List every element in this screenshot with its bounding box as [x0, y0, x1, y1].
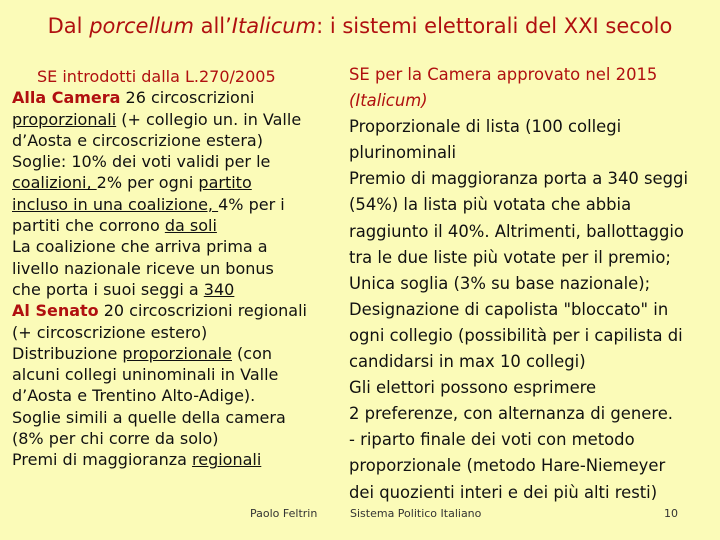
left-column — [12, 66, 334, 471]
left-heading: SE introdotti dalla L.270/2005 — [37, 67, 276, 86]
text: proporzionale — [122, 343, 232, 363]
text: regionali — [192, 450, 262, 470]
right-heading: SE per la Camera approvato nel 2015 — [349, 65, 658, 84]
text: partito — [198, 173, 252, 193]
left-line — [12, 172, 334, 193]
right-line: (54%) la lista più votata che abbia — [349, 195, 632, 215]
left-line — [12, 449, 334, 470]
right-line: plurinominali — [349, 143, 457, 163]
left-line: d’Aosta e circoscrizione estera) — [12, 130, 263, 150]
left-line: alcuni collegi uninominali in Valle — [12, 365, 279, 385]
left-line — [12, 343, 334, 364]
left-line: livello nazionale riceve un bonus — [12, 258, 274, 278]
left-line: (+ circoscrizione estero) — [12, 322, 208, 342]
title-text: all’ — [193, 14, 232, 38]
text: partiti che corrono — [12, 216, 165, 236]
right-column — [349, 62, 715, 506]
title-text: Italicum — [231, 14, 317, 38]
text: Distribuzione — [12, 343, 123, 363]
footer-course: Sistema Politico Italiano — [350, 507, 482, 520]
left-line: Soglie: 10% dei voti validi per le — [12, 152, 271, 172]
left-line — [12, 194, 334, 215]
text: (+ collegio un. in Valle — [116, 109, 302, 129]
footer-author: Paolo Feltrin — [250, 507, 318, 520]
text: Premi di maggioranza — [12, 450, 192, 470]
camera-label: Alla Camera — [12, 88, 121, 108]
left-line — [12, 109, 334, 130]
text: 26 circoscrizioni — [120, 88, 255, 108]
text: 2% per ogni — [96, 173, 199, 193]
right-line: proporzionale (metodo Hare-Niemeyer — [349, 456, 666, 476]
right-line: raggiunto il 40%. Altrimenti, ballottaggio — [349, 221, 684, 241]
right-line: - riparto finale dei voti con metodo — [349, 430, 635, 450]
left-line: d’Aosta e Trentino Alto-Adige). — [12, 386, 256, 406]
text: 340 — [203, 279, 235, 299]
text: incluso in una coalizione, — [12, 194, 219, 214]
title-text: Dal — [47, 14, 90, 38]
left-line — [12, 87, 334, 108]
right-line: Gli elettori possono esprimere — [349, 378, 597, 398]
text: da soli — [164, 216, 217, 236]
right-line: Unica soglia (3% su base nazionale); — [349, 273, 651, 293]
text: che porta i suoi seggi a — [12, 279, 204, 299]
left-line — [12, 279, 334, 300]
text: (con — [231, 343, 273, 363]
text: 20 circoscrizioni regionali — [98, 301, 307, 321]
slide-title — [0, 14, 720, 38]
page-number: 10 — [664, 507, 678, 520]
left-line: (8% per chi corre da solo) — [12, 429, 219, 449]
text: coalizioni, — [12, 173, 97, 193]
right-line: 2 preferenze, con alternanza di genere. — [349, 404, 673, 424]
left-line — [12, 300, 334, 321]
title-text: : i sistemi elettorali del XXI secolo — [316, 14, 673, 38]
right-subheading: (Italicum) — [349, 91, 428, 111]
senato-label: Al Senato — [12, 301, 99, 321]
left-line — [12, 215, 334, 236]
right-line: dei quozienti interi e dei più alti resti) — [349, 482, 658, 502]
right-line: Designazione di capolista "bloccato" in — [349, 299, 669, 319]
right-line: Proporzionale di lista (100 collegi — [349, 117, 622, 137]
text: proporzionali — [12, 109, 117, 129]
left-line: La coalizione che arriva prima a — [12, 237, 268, 257]
text: 4% per i — [218, 194, 285, 214]
title-text: porcellum — [89, 14, 194, 38]
right-line: tra le due liste più votate per il premio; — [349, 247, 671, 267]
right-line: candidarsi in max 10 collegi) — [349, 352, 586, 372]
right-line: ogni collegio (possibilità per i capilista di — [349, 325, 683, 345]
right-line: Premio di maggioranza porta a 340 seggi — [349, 169, 689, 189]
left-line: Soglie simili a quelle della camera — [12, 407, 286, 427]
